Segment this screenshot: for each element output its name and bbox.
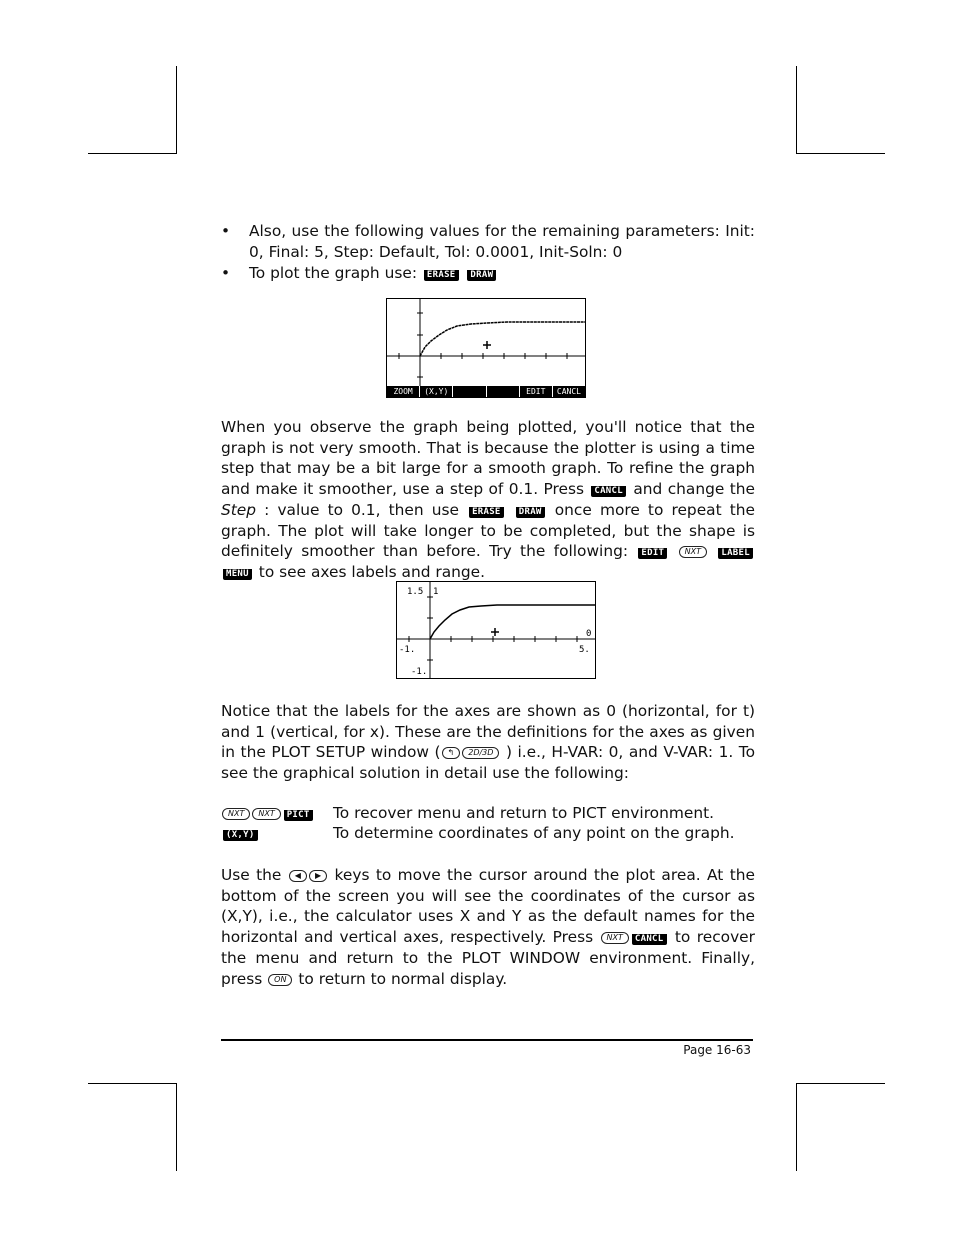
menu-blank — [487, 386, 519, 397]
label-vvar: 1 — [433, 587, 439, 597]
erase-softkey: ERASE — [424, 270, 459, 281]
label-hvar: 0 — [586, 629, 592, 639]
left-arrow-key: ◀ — [289, 870, 307, 882]
paragraph-axes: Notice that the labels for the axes are shown as 0 (horizontal, for t) and 1 (vertical, for x). These are the definitions for the axes as given in the PLOT SETUP window ( ↰ 2D/3D ) i.e., H-VAR: 0, and V-VAR: 1. To see the graphical solution in detail use the following: — [221, 702, 755, 783]
cursor-crosshair — [483, 341, 491, 349]
bullet-marker: • — [221, 222, 231, 240]
cancl-softkey: CANCL — [591, 486, 626, 497]
xy-softkey: (X,Y) — [223, 830, 258, 841]
menu-cancl: CANCL — [553, 386, 585, 397]
pict-softkey: PICT — [284, 810, 313, 821]
screen-menu-bar — [387, 386, 585, 397]
labeled-plot-graph — [397, 582, 595, 678]
nxt-key: NXT — [679, 546, 707, 558]
page-number: Page 16-63 — [683, 1043, 751, 1057]
calculator-screen-labels — [396, 581, 596, 679]
edit-softkey: EDIT — [638, 548, 667, 559]
plot-graph — [387, 299, 585, 386]
crop-mark — [796, 153, 885, 154]
menu-blank — [453, 386, 485, 397]
crop-mark — [796, 1083, 797, 1171]
calculator-screen-plot — [386, 298, 586, 398]
twod3d-key: 2D/3D — [462, 747, 499, 759]
bullet-text: Also, use the following values for the remaining parameters: Init: 0, Final: 5, Step: Default, Tol: 0.0001, Init-Soln: 0 — [249, 222, 755, 261]
label-xmin: -1. — [399, 645, 416, 655]
crop-mark — [796, 1083, 885, 1084]
bullet-marker: • — [221, 264, 231, 282]
menu-xy: (X,Y) — [420, 386, 452, 397]
crop-mark — [176, 66, 177, 154]
command-description: To recover menu and return to PICT environment. — [333, 804, 714, 822]
footer-rule — [221, 1039, 753, 1041]
bullet-plot — [249, 263, 755, 284]
crop-mark — [176, 1083, 177, 1171]
command-keys — [221, 823, 260, 844]
step-term: Step — [221, 500, 257, 519]
right-arrow-key: ▶ — [309, 870, 327, 882]
draw-softkey: DRAW — [516, 507, 545, 518]
bullet-text: To plot the graph use: — [249, 264, 418, 282]
solution-curve — [430, 605, 595, 639]
command-keys — [221, 803, 315, 824]
menu-edit: EDIT — [520, 386, 552, 397]
command-description: To determine coordinates of any point on the graph. — [333, 824, 735, 842]
menu-zoom: ZOOM — [387, 386, 419, 397]
label-softkey: LABEL — [718, 548, 753, 559]
nxt-key: NXT — [222, 808, 250, 820]
bullet-parameters — [249, 221, 755, 262]
nxt-key: NXT — [252, 808, 280, 820]
label-ymin: -1. — [411, 667, 428, 677]
label-xmax: 5. — [579, 645, 590, 655]
solution-curve — [420, 322, 585, 356]
crop-mark — [88, 153, 177, 154]
paragraph-cursor: Use the ◀ ▶ keys to move the cursor around the plot area. At the bottom of the screen you will see the coordinates of the cursor as (X,Y), i.e., the calculator uses X and Y as the default names for the horizontal and vertical axes, respectively. Press NXT CANCL to recover the menu and return to the PLOT WINDOW environment. Finally, press ON to return to normal display. — [221, 866, 755, 988]
menu-softkey: MENU — [223, 569, 252, 580]
crop-mark — [88, 1083, 177, 1084]
nxt-key: NXT — [601, 932, 629, 944]
on-key: ON — [268, 974, 292, 986]
cursor-crosshair — [491, 628, 499, 636]
draw-softkey: DRAW — [467, 270, 496, 281]
crop-mark — [796, 66, 797, 154]
cancl-softkey: CANCL — [632, 934, 667, 945]
erase-softkey: ERASE — [469, 507, 504, 518]
left-shift-key: ↰ — [442, 747, 461, 759]
paragraph-refine: When you observe the graph being plotted, you'll notice that the graph is not very smooth. That is because the plotter is using a time step that may be a bit large for a smooth graph. To refine the graph and make it smoother, use a step of 0.1. Press CANCL and change the Step : value to 0.1, then use ERASE DRAW once more to repeat the graph. The plot will take longer to be completed, but the shape is definitely smoother than before. Try the following: EDIT NXT LABEL MENU to see axes labels and range. — [221, 418, 755, 581]
label-ymax: 1.5 — [407, 587, 424, 597]
